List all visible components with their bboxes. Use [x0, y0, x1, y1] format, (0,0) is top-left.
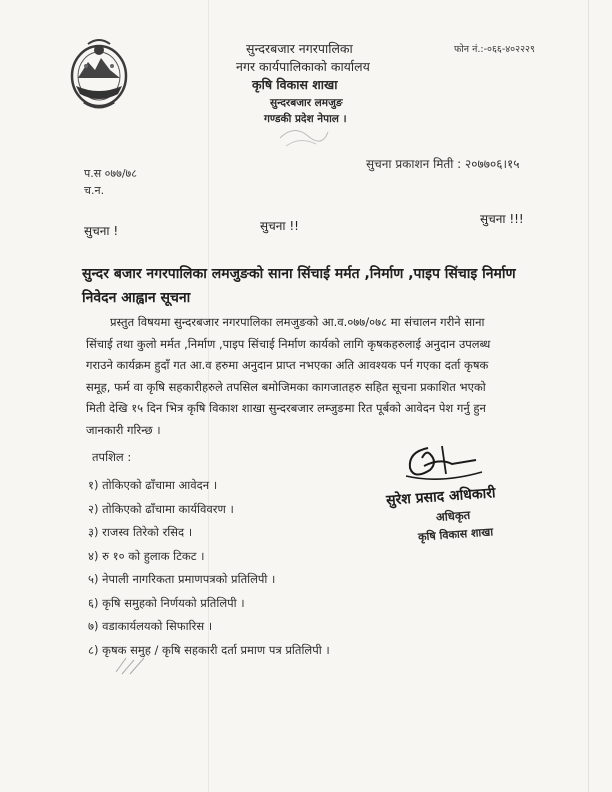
body-line: प्रस्तुत विषयमा सुन्दरबजार नगरपालिका लमजुङको आ.व.०७७/०७८ मा संचालन गरीने साना — [110, 315, 485, 329]
province-line: गण्डकी प्रदेश नेपाल । — [264, 113, 347, 125]
list-item: ४) रु १० को हुलाक टिकट । — [88, 548, 205, 563]
signature-icon — [400, 440, 490, 485]
notice-body — [86, 312, 556, 442]
list-item: १) तोकिएको ढाँचामा आवेदन । — [88, 478, 218, 492]
details-heading: तपशिल : — [92, 450, 132, 464]
signatory-branch: कृषि विकास शाखा — [417, 525, 494, 544]
nepal-government-emblem-icon — [68, 36, 130, 114]
list-item: ७) वडाकार्यलयको सिफारिस । — [88, 619, 213, 633]
notice-label-left: सुचना ! — [84, 224, 119, 238]
phone-number: फोन नं.:-०६६-४०२२२९ — [454, 44, 535, 55]
list-item: २) तोकिएको ढाँचामा कार्यविवरण । — [88, 501, 234, 516]
body-line: गराउने कार्यक्रम हुदाँ गत आ.व हरुमा अनुदान प्राप्त नभएका अति आवश्यक पर्न गएका दर्ता कृषक — [86, 358, 489, 373]
subject-line: सुन्दर बजार नगरपालिका लमजुङको साना सिंचाई मर्मत ,निर्माण ,पाइप सिंचाइ निर्माण — [82, 266, 516, 282]
municipality-name: सुन्दरबजार नगरपालिका — [246, 41, 353, 56]
body-line: जानकारी गरिन्छ । — [86, 422, 161, 437]
list-item: ६) कृषि समुहको निर्णयको प्रतिलिपी । — [88, 595, 245, 610]
list-item: ५) नेपाली नागरिकता प्रमाणपत्रको प्रतिलिपी । — [88, 572, 276, 586]
publish-date: सुचना प्रकाशन मिती : २०७७०६।१५ — [366, 157, 520, 171]
list-item: ३) राजस्व तिरेको रसिद । — [88, 525, 193, 539]
scan-artifact — [588, 0, 589, 792]
body-line: समूह, फर्म वा कृषि सहकारीहरुले तपसिल बमोजिमका कागजातहरु सहित सूचना प्रकाशित भएको — [86, 379, 486, 394]
notice-label-center: सुचना !! — [260, 219, 299, 233]
branch-name: कृषि विकास शाखा — [252, 77, 338, 92]
notice-subject — [82, 262, 552, 310]
list-item: ८) कृषक समुह / कृषि सहकारी दर्ता प्रमाण पत्र प्रतिलिपी । — [88, 642, 330, 657]
dispatch-number: च.न. — [84, 184, 105, 197]
faint-stamp-mark — [276, 118, 332, 152]
notice-label-right: सुचना !!! — [480, 212, 524, 226]
office-name: नगर कार्यपालिकाको कार्यालय — [236, 59, 370, 74]
signatory-title: अधिकृत — [435, 507, 471, 525]
reference-number: प.स ०७७/७८ — [84, 167, 137, 180]
subject-line: निवेदन आह्वान सूचना — [82, 290, 191, 306]
signatory-name: सुरेश प्रसाद अधिकारी — [385, 485, 497, 509]
body-line: सिंचाई तथा कुलो मर्मत ,निर्माण ,पाइप सिंचाई निर्माण कार्यको लागि कृषकहरुलाई अनुदान उपलब्ध — [86, 336, 491, 351]
address-line: सुन्दरबजार लमजुङ — [270, 97, 343, 109]
required-documents-list — [88, 474, 330, 662]
pen-scribble-mark — [112, 652, 152, 678]
body-line: मिती देखि १५ दिन भित्र कृषि विकाश शाखा सुन्दरबजार लम्जुङमा रित पूर्बको आवेदन पेश गर्नु हुन — [86, 401, 486, 416]
